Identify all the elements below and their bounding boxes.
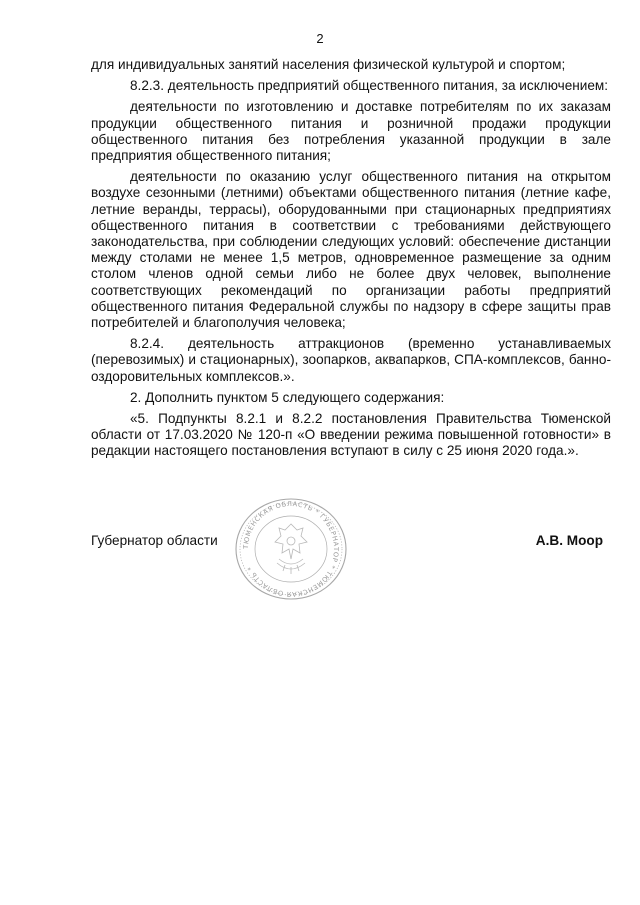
paragraph-continuation: для индивидуальных занятий населения физической культурой и спортом; bbox=[91, 57, 566, 72]
seal-ring-text: ТЮМЕНСКАЯ ОБЛАСТЬ * ГУБЕРНАТОР * ТЮМЕНСКАЯ ОБЛАСТЬ * bbox=[241, 499, 341, 599]
page-number: 2 bbox=[316, 31, 324, 46]
signatory-name: А.В. Моор bbox=[535, 533, 603, 548]
document-body bbox=[91, 57, 611, 465]
paragraph-item-2: 2. Дополнить пунктом 5 следующего содержания: bbox=[130, 389, 445, 405]
signature-block bbox=[91, 533, 611, 553]
paragraph-item-5: «5. Подпункты 8.2.1 и 8.2.2 постановления Правительства Тюменской области от 17.03.2020 № 120-п «О введении режима повышенной готовности» в редакции настоящего постановления вступают в силу с 25 июня 2020 года.». bbox=[91, 411, 611, 459]
paragraph-exception-outdoor: деятельности по оказанию услуг общественного питания на открытом воздухе сезонными (летними) объектами общественного питания (летние кафе, летние веранды, террасы), оборудованными при стационарных предприятиях общественного питания в соответствии с требованиями действующего законодательства, при соблюдении следующих условий: обеспечение дистанции между столами не менее 1,5 метров, одновременное размещение за одним столом членов одной семьи либо не более двух человек, выполнение соответствующих рекомендаций по организации работы предприятий общественного питания Федеральной службы по надзору в сфере защиты прав потребителей и благополучия человека; bbox=[91, 169, 611, 331]
paragraph-exception-delivery: деятельности по изготовлению и доставке потребителям по их заказам продукции общественного питания и розничной продажи продукции общественного питания без потребления указанной продукции в зале предприятия общественного питания; bbox=[91, 99, 611, 164]
paragraph-8-2-4: 8.2.4. деятельность аттракционов (временно устанавливаемых (перевозимых) и стационарных), зоопарков, аквапарков, СПА-комплексов, банно-оздоровительных комплексов.». bbox=[91, 336, 611, 384]
paragraph-8-2-3: 8.2.3. деятельность предприятий общественного питания, за исключением: bbox=[130, 78, 609, 94]
signatory-title: Губернатор области bbox=[91, 533, 218, 548]
